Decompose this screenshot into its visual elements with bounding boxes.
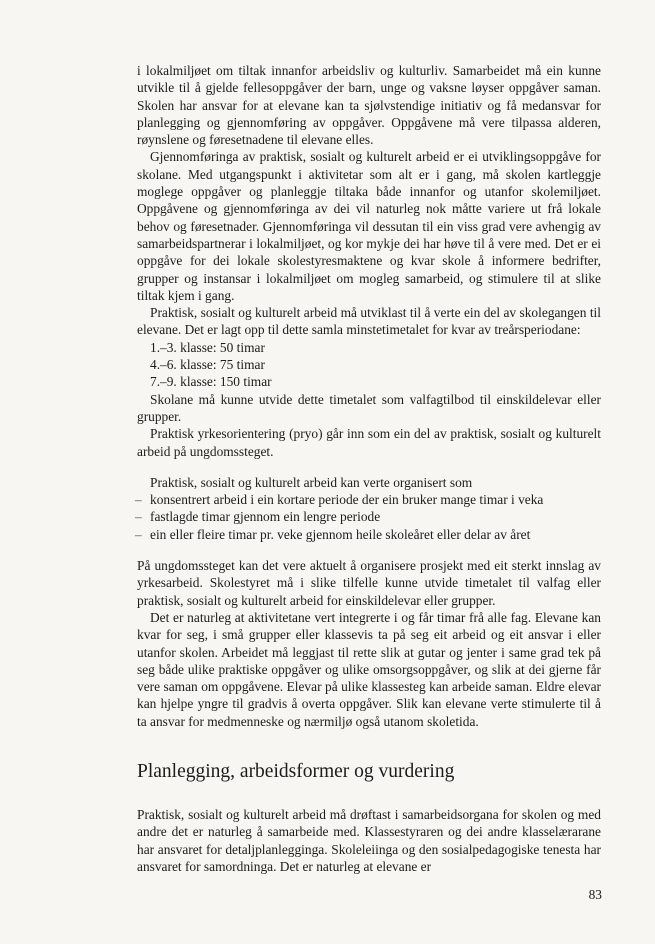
paragraph: Praktisk, sosialt og kulturelt arbeid må drøftast i samarbeidsorgana for skolen og med andre det er naturleg å samarbeide med. Klassestyraren og dei andre klasselærarane har ansvaret for detaljplanlegginga. Skoleleiinga og den sosialpedagogiske tenesta har ansvaret for samordninga. Det er naturleg at elevane er [137,806,601,874]
paragraph: i lokalmiljøet om tiltak innanfor arbeidsliv og kulturliv. Samarbeidet må ein kunne utvikle til å gjelde fellesoppgåver der barn, unge og vaksne løyser oppgåver saman. Skolen har ansvar for at elevane kan ta sjølvstendige initiativ og få medansvar for planlegging og gjennomføring av oppgåver. Oppgåvene må vere tilpassa alderen, røynslene og føresetnadene til elevane elles. [137,63,601,148]
section-heading: Planlegging, arbeidsformer og vurdering [137,760,455,782]
paragraph: Praktisk, sosialt og kulturelt arbeid kan verte organisert som [150,474,473,490]
paragraph: Gjennomføringa av praktisk, sosialt og kulturelt arbeid er ei utviklingsoppgåve for skolane. Med utgangspunkt i aktivitetar som alt er i gang, må skolen kartleggje moglege oppgåver og planleggje tiltaka både innanfor og utanfor skolemiljøet. Oppgåvene og gjennomføringa av dei vil naturleg nok måtte variere ut frå lokale behov og føresetnader. Gjennomføringa vil dessutan til ein viss grad vere avhengig av samarbeidspartnerar i lokalmiljøet, og kor mykje dei har høve til å vere med. Det er ei oppgåve for dei lokale skolestyresmaktene og kvar skole å informere bedrifter, grupper og instansar i lokalmiljøet om mogleg samarbeid, og stimulere til at slike tiltak kjem i gang. [137,149,601,303]
hours-item: 1.–3. klasse: 50 timar [150,339,265,355]
paragraph: Det er naturleg at aktivitetane vert integrerte i og får timar frå alle fag. Elevane kan kvar for seg, i små grupper eller klassevis ta på seg eit arbeid og eit ansvar i eller utanfor skolen. Arbeidet må leggjast til rette slik at gutar og jenter i same grad tek på seg både ulike praktiske oppgåver og ulike omsorgsoppgåver, og slik at dei gjerne får vere saman om oppgåvene. Elevar på ulike klassesteg kan arbeide saman. Eldre elevar kan hjelpe yngre til gradvis å overta oppgåver. Slik kan elevane verte stimulerte til å ta ansvar for medmenneske og nærmiljø også utanom skoletida. [137,609,601,729]
paragraph: På ungdomssteget kan det vere aktuelt å organisere prosjekt med eit sterkt innslag av yrkesarbeid. Skolestyret må i slike tilfelle kunne utvide timetalet til valfag eller praktisk, sosialt og kulturelt arbeid for einskildelevar eller grupper. [137,558,601,608]
paragraph: Praktisk yrkesorientering (pryo) går inn som ein del av praktisk, sosialt og kulturelt arbeid på ungdomssteget. [137,426,601,459]
organisation-list [137,491,601,543]
paragraph: Praktisk, sosialt og kulturelt arbeid må utviklast til å verte ein del av skolegangen til elevane. Det er lagt opp til dette samla minstetimetalet for kvar av treårsperiodane: [137,305,601,338]
spacer [137,543,601,557]
spacer [137,460,601,474]
page-number: 83 [588,887,602,902]
hours-item: 7.–9. klasse: 150 timar [150,374,272,390]
hours-item: 4.–6. klasse: 75 timar [150,357,265,373]
list-item: – fastlagde timar gjennom ein lengre periode [137,508,601,525]
list-item: – konsentrert arbeid i ein kortare periode der ein bruker mange timar i veka [137,491,601,508]
paragraph: Skolane må kunne utvide dette timetalet som valfagtilbod til einskildelevar eller grupper. [137,391,601,424]
body-text [137,62,601,875]
list-item: – ein eller fleire timar pr. veke gjennom heile skoleåret eller delar av året [137,526,601,543]
